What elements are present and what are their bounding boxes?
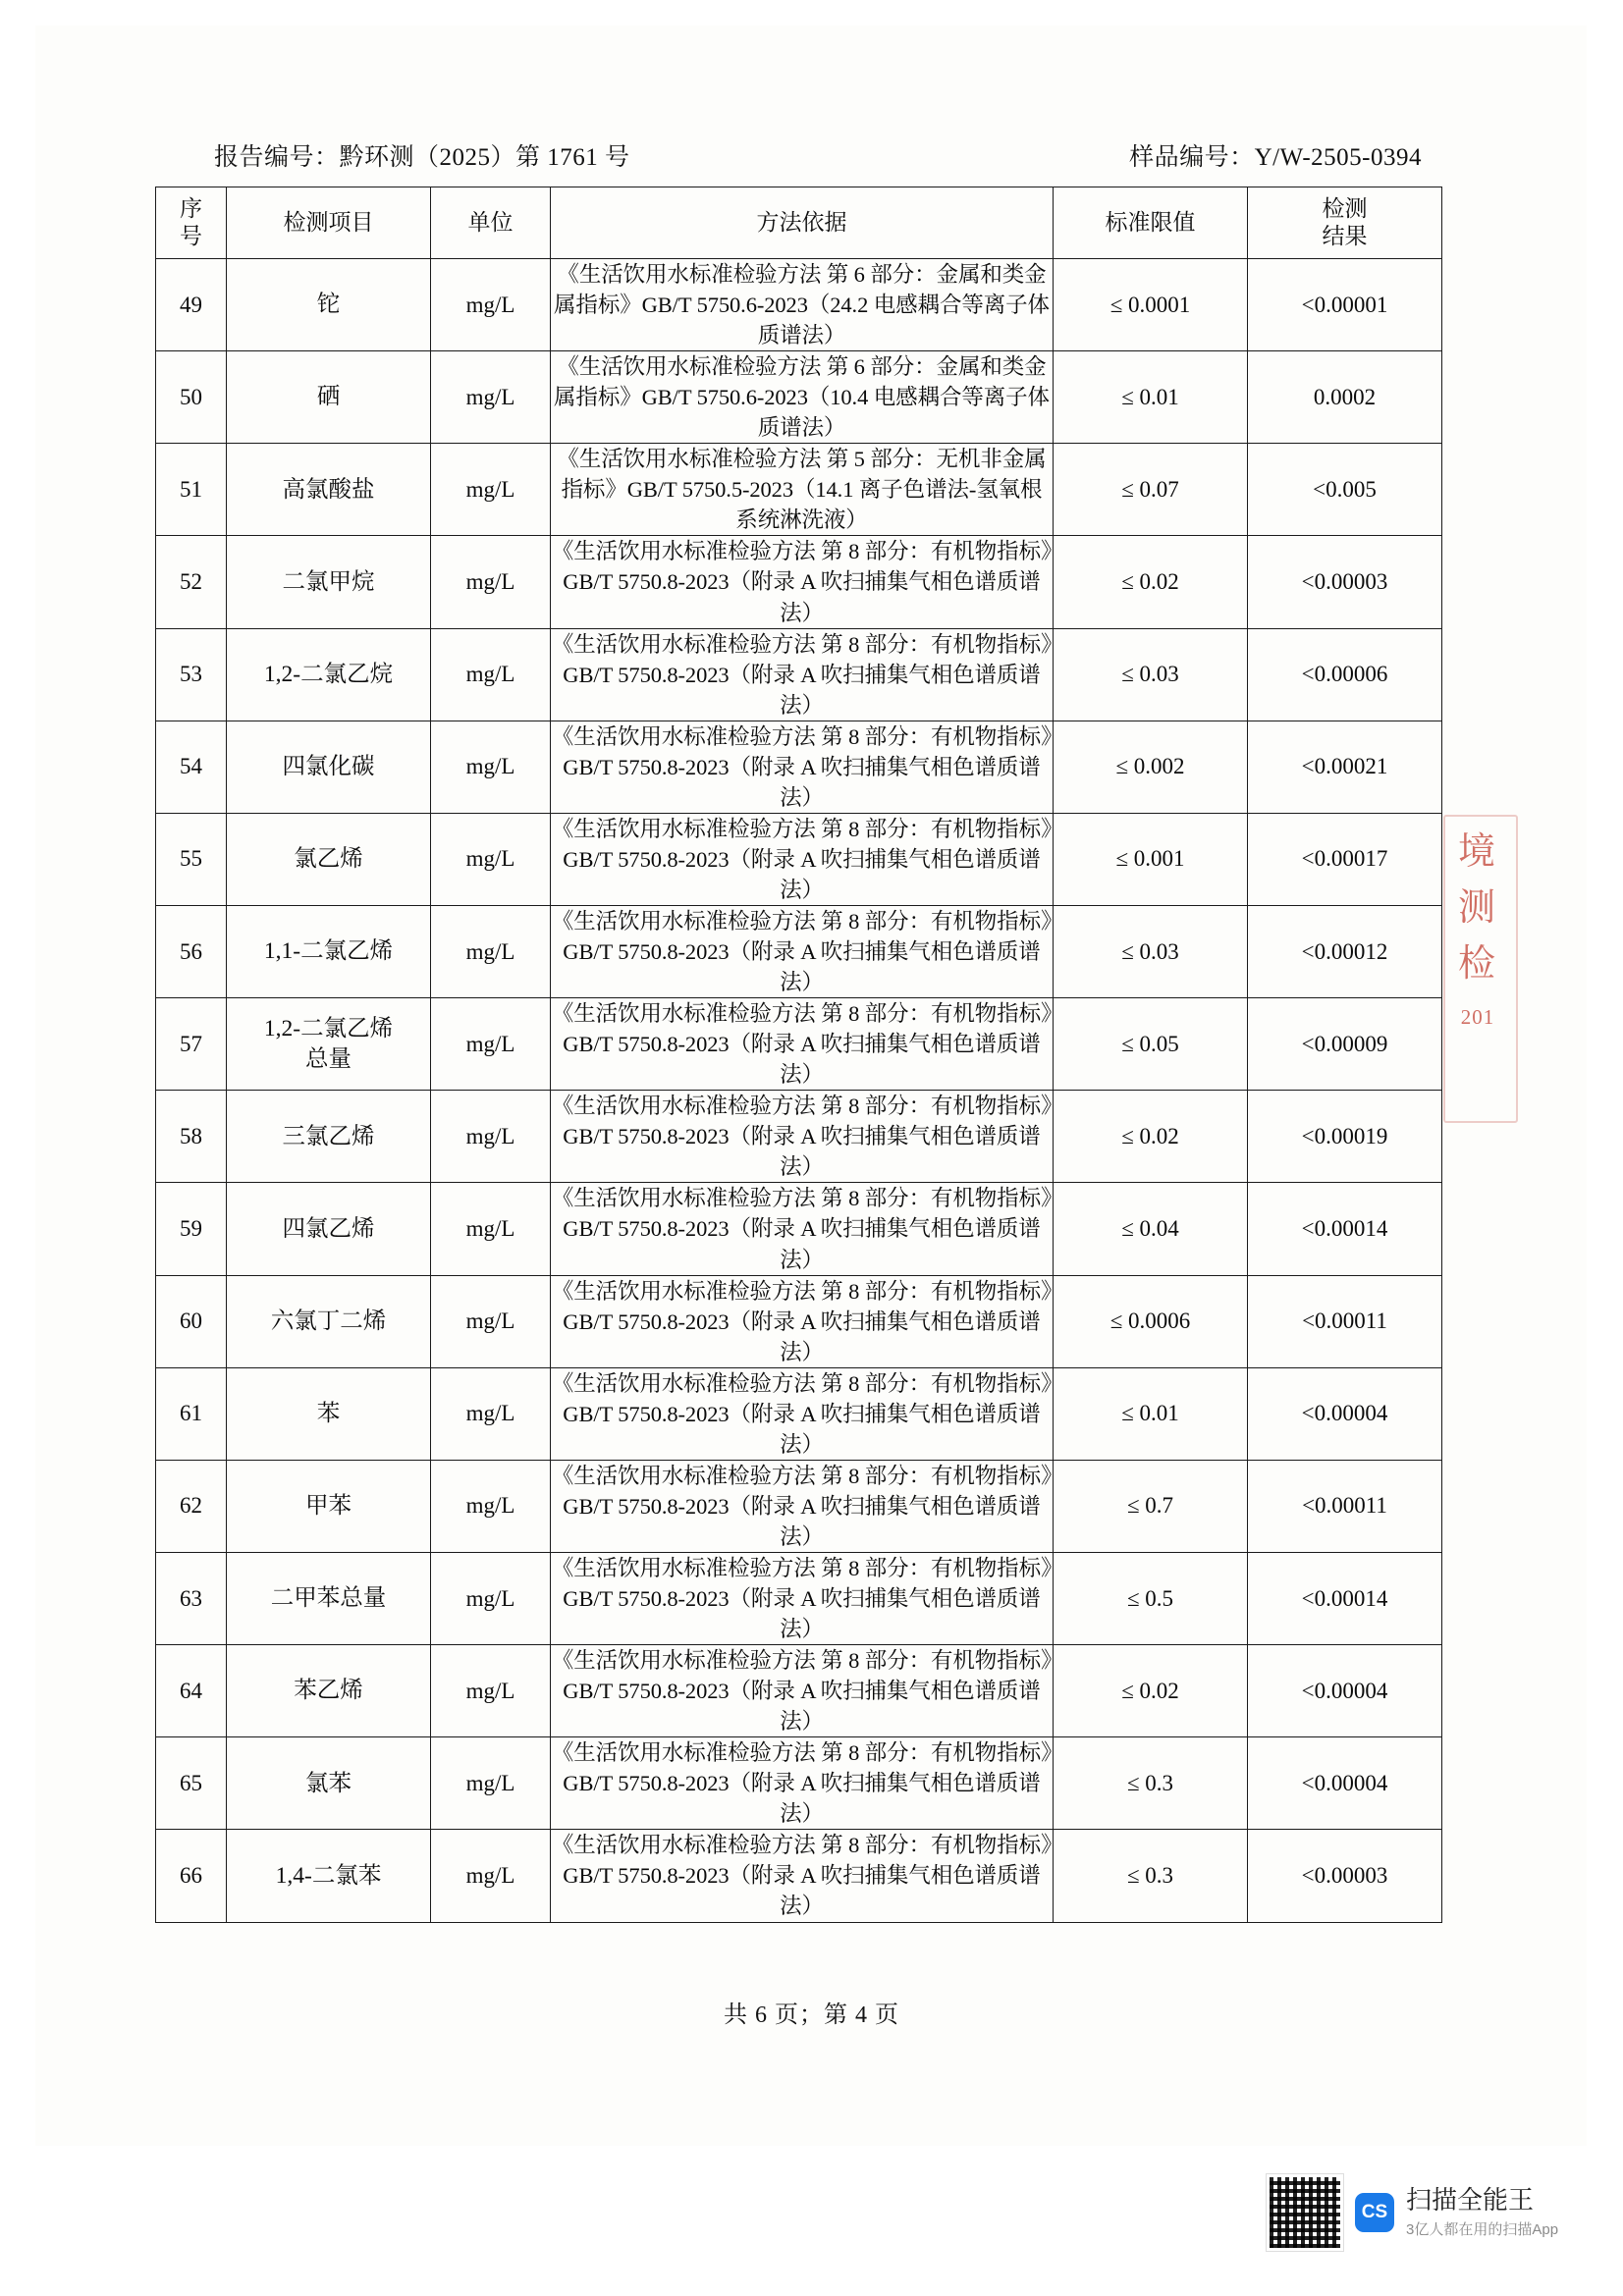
cell-limit: ≤ 0.07	[1054, 444, 1248, 536]
cell-item: 高氯酸盐	[227, 444, 431, 536]
table-row	[156, 628, 1442, 721]
cell-no: 62	[156, 1460, 227, 1552]
table-row	[156, 721, 1442, 813]
cell-result: <0.00011	[1248, 1460, 1442, 1552]
stamp-char-1: 境	[1457, 831, 1497, 873]
table-row	[156, 1091, 1442, 1183]
table-body	[156, 259, 1442, 1923]
cell-item: 苯	[227, 1367, 431, 1460]
cell-limit: ≤ 0.3	[1054, 1737, 1248, 1830]
cell-result: <0.00019	[1248, 1091, 1442, 1183]
cell-unit: mg/L	[431, 444, 551, 536]
col-header-result-line2: 结果	[1322, 224, 1368, 248]
table-row	[156, 905, 1442, 997]
cell-unit: mg/L	[431, 905, 551, 997]
cell-method: 《生活饮用水标准检验方法 第 8 部分：有机物指标》GB/T 5750.8-2023（附录 A 吹扫捕集气相色谱质谱法）	[551, 813, 1054, 905]
camscanner-title: 扫描全能王	[1406, 2184, 1535, 2215]
col-header-limit: 标准限值	[1054, 187, 1248, 259]
stamp-char-3: 检	[1457, 943, 1497, 985]
qr-code-icon	[1267, 2174, 1343, 2251]
cell-limit: ≤ 0.0006	[1054, 1275, 1248, 1367]
cell-unit: mg/L	[431, 536, 551, 628]
cell-method: 《生活饮用水标准检验方法 第 5 部分：无机非金属指标》GB/T 5750.5-2023（14.1 离子色谱法-氢氧根系统淋洗液）	[551, 444, 1054, 536]
col-header-method: 方法依据	[551, 187, 1054, 259]
cell-limit: ≤ 0.03	[1054, 628, 1248, 721]
cell-result: <0.00014	[1248, 1183, 1442, 1275]
cell-method: 《生活饮用水标准检验方法 第 8 部分：有机物指标》GB/T 5750.8-2023（附录 A 吹扫捕集气相色谱质谱法）	[551, 1737, 1054, 1830]
cell-item: 二甲苯总量	[227, 1552, 431, 1644]
cell-unit: mg/L	[431, 1830, 551, 1922]
cell-method: 《生活饮用水标准检验方法 第 6 部分：金属和类金属指标》GB/T 5750.6-2023（24.2 电感耦合等离子体质谱法）	[551, 259, 1054, 351]
table-row	[156, 1460, 1442, 1552]
cell-limit: ≤ 0.001	[1054, 813, 1248, 905]
cell-no: 58	[156, 1091, 227, 1183]
table-row	[156, 1275, 1442, 1367]
camscanner-watermark	[1267, 2174, 1558, 2251]
cell-limit: ≤ 0.01	[1054, 1367, 1248, 1460]
col-header-no-line2: 号	[180, 224, 202, 248]
table-row	[156, 1830, 1442, 1922]
cell-unit: mg/L	[431, 1737, 551, 1830]
cell-method: 《生活饮用水标准检验方法 第 8 部分：有机物指标》GB/T 5750.8-2023（附录 A 吹扫捕集气相色谱质谱法）	[551, 721, 1054, 813]
cell-no: 59	[156, 1183, 227, 1275]
cell-item: 1,4-二氯苯	[227, 1830, 431, 1922]
cell-unit: mg/L	[431, 1183, 551, 1275]
cell-no: 65	[156, 1737, 227, 1830]
sample-number: 样品编号：Y/W-2505-0394	[1129, 144, 1422, 171]
cell-limit: ≤ 0.02	[1054, 536, 1248, 628]
cell-no: 54	[156, 721, 227, 813]
cell-item: 铊	[227, 259, 431, 351]
cell-limit: ≤ 0.01	[1054, 351, 1248, 444]
cell-unit: mg/L	[431, 721, 551, 813]
cell-result: <0.005	[1248, 444, 1442, 536]
cell-no: 66	[156, 1830, 227, 1922]
cell-no: 55	[156, 813, 227, 905]
cell-no: 63	[156, 1552, 227, 1644]
cell-limit: ≤ 0.0001	[1054, 259, 1248, 351]
page-footer: 共 6 页；第 4 页	[724, 2002, 899, 2028]
cell-limit: ≤ 0.02	[1054, 1091, 1248, 1183]
cell-unit: mg/L	[431, 628, 551, 721]
cell-unit: mg/L	[431, 1645, 551, 1737]
cell-result: <0.00014	[1248, 1552, 1442, 1644]
table-row	[156, 1737, 1442, 1830]
table-row	[156, 998, 1442, 1091]
cell-limit: ≤ 0.02	[1054, 1645, 1248, 1737]
cell-limit: ≤ 0.5	[1054, 1552, 1248, 1644]
cell-result: <0.00021	[1248, 721, 1442, 813]
cell-no: 56	[156, 905, 227, 997]
cell-item: 四氯化碳	[227, 721, 431, 813]
document-header	[214, 137, 1422, 173]
cell-item: 氯苯	[227, 1737, 431, 1830]
official-stamp	[1445, 825, 1510, 1109]
camscanner-logo-icon: CS	[1355, 2193, 1394, 2232]
table-row	[156, 1367, 1442, 1460]
cell-no: 53	[156, 628, 227, 721]
cell-limit: ≤ 0.002	[1054, 721, 1248, 813]
report-number: 报告编号：黔环测（2025）第 1761 号	[214, 144, 630, 171]
cell-unit: mg/L	[431, 813, 551, 905]
table-row	[156, 1183, 1442, 1275]
cell-method: 《生活饮用水标准检验方法 第 8 部分：有机物指标》GB/T 5750.8-2023（附录 A 吹扫捕集气相色谱质谱法）	[551, 1183, 1054, 1275]
cell-method: 《生活饮用水标准检验方法 第 8 部分：有机物指标》GB/T 5750.8-2023（附录 A 吹扫捕集气相色谱质谱法）	[551, 1091, 1054, 1183]
cell-item: 二氯甲烷	[227, 536, 431, 628]
cell-item: 硒	[227, 351, 431, 444]
camscanner-subtitle: 3亿人都在用的扫描App	[1406, 2221, 1559, 2239]
table-row	[156, 813, 1442, 905]
cell-result: <0.00004	[1248, 1737, 1442, 1830]
cell-no: 64	[156, 1645, 227, 1737]
cell-no: 61	[156, 1367, 227, 1460]
cell-no: 57	[156, 998, 227, 1091]
cell-no: 50	[156, 351, 227, 444]
table-header-row	[156, 187, 1442, 259]
cell-item: 六氯丁二烯	[227, 1275, 431, 1367]
cell-no: 51	[156, 444, 227, 536]
cell-method: 《生活饮用水标准检验方法 第 8 部分：有机物指标》GB/T 5750.8-2023（附录 A 吹扫捕集气相色谱质谱法）	[551, 1552, 1054, 1644]
cell-result: <0.00004	[1248, 1367, 1442, 1460]
cell-result: <0.00009	[1248, 998, 1442, 1091]
col-header-no-line1: 序	[180, 196, 202, 222]
col-header-no	[156, 187, 227, 259]
cell-unit: mg/L	[431, 259, 551, 351]
cell-result: <0.00003	[1248, 536, 1442, 628]
cell-unit: mg/L	[431, 1091, 551, 1183]
table-row	[156, 536, 1442, 628]
cell-limit: ≤ 0.03	[1054, 905, 1248, 997]
col-header-result-line1: 检测	[1322, 196, 1368, 222]
cell-method: 《生活饮用水标准检验方法 第 8 部分：有机物指标》GB/T 5750.8-2023（附录 A 吹扫捕集气相色谱质谱法）	[551, 628, 1054, 721]
cell-limit: ≤ 0.7	[1054, 1460, 1248, 1552]
test-results-table	[155, 187, 1442, 1923]
table-header	[156, 187, 1442, 259]
cell-item: 1,2-二氯乙烷	[227, 628, 431, 721]
cell-method: 《生活饮用水标准检验方法 第 8 部分：有机物指标》GB/T 5750.8-2023（附录 A 吹扫捕集气相色谱质谱法）	[551, 536, 1054, 628]
cell-item: 三氯乙烯	[227, 1091, 431, 1183]
cell-method: 《生活饮用水标准检验方法 第 8 部分：有机物指标》GB/T 5750.8-2023（附录 A 吹扫捕集气相色谱质谱法）	[551, 1830, 1054, 1922]
cell-method: 《生活饮用水标准检验方法 第 6 部分：金属和类金属指标》GB/T 5750.6-2023（10.4 电感耦合等离子体质谱法）	[551, 351, 1054, 444]
table-row	[156, 1645, 1442, 1737]
cell-item: 1,1-二氯乙烯	[227, 905, 431, 997]
cell-item: 苯乙烯	[227, 1645, 431, 1737]
cell-method: 《生活饮用水标准检验方法 第 8 部分：有机物指标》GB/T 5750.8-2023（附录 A 吹扫捕集气相色谱质谱法）	[551, 1460, 1054, 1552]
cell-item: 氯乙烯	[227, 813, 431, 905]
cell-unit: mg/L	[431, 1460, 551, 1552]
cell-method: 《生活饮用水标准检验方法 第 8 部分：有机物指标》GB/T 5750.8-2023（附录 A 吹扫捕集气相色谱质谱法）	[551, 998, 1054, 1091]
cell-unit: mg/L	[431, 1367, 551, 1460]
cell-item: 四氯乙烯	[227, 1183, 431, 1275]
table-row	[156, 351, 1442, 444]
cell-limit: ≤ 0.3	[1054, 1830, 1248, 1922]
cell-method: 《生活饮用水标准检验方法 第 8 部分：有机物指标》GB/T 5750.8-2023（附录 A 吹扫捕集气相色谱质谱法）	[551, 1275, 1054, 1367]
stamp-char-2: 测	[1457, 887, 1497, 929]
cell-result: <0.00012	[1248, 905, 1442, 997]
cell-result: <0.00004	[1248, 1645, 1442, 1737]
cell-result: <0.00017	[1248, 813, 1442, 905]
cell-item: 1,2-二氯乙烯 总量	[227, 998, 431, 1091]
cell-limit: ≤ 0.05	[1054, 998, 1248, 1091]
cell-no: 49	[156, 259, 227, 351]
col-header-item: 检测项目	[227, 187, 431, 259]
cell-unit: mg/L	[431, 1275, 551, 1367]
stamp-number: 201	[1460, 1005, 1495, 1029]
cell-no: 60	[156, 1275, 227, 1367]
cell-result: <0.00003	[1248, 1830, 1442, 1922]
cell-no: 52	[156, 536, 227, 628]
cell-result: <0.00006	[1248, 628, 1442, 721]
cell-method: 《生活饮用水标准检验方法 第 8 部分：有机物指标》GB/T 5750.8-2023（附录 A 吹扫捕集气相色谱质谱法）	[551, 905, 1054, 997]
table-row	[156, 1552, 1442, 1644]
table-row	[156, 259, 1442, 351]
cell-method: 《生活饮用水标准检验方法 第 8 部分：有机物指标》GB/T 5750.8-2023（附录 A 吹扫捕集气相色谱质谱法）	[551, 1367, 1054, 1460]
cell-item: 甲苯	[227, 1460, 431, 1552]
cell-result: <0.00011	[1248, 1275, 1442, 1367]
cell-result: <0.00001	[1248, 259, 1442, 351]
col-header-unit: 单位	[431, 187, 551, 259]
table-row	[156, 444, 1442, 536]
cell-unit: mg/L	[431, 998, 551, 1091]
cell-method: 《生活饮用水标准检验方法 第 8 部分：有机物指标》GB/T 5750.8-2023（附录 A 吹扫捕集气相色谱质谱法）	[551, 1645, 1054, 1737]
cell-unit: mg/L	[431, 1552, 551, 1644]
cell-result: 0.0002	[1248, 351, 1442, 444]
cell-unit: mg/L	[431, 351, 551, 444]
cell-limit: ≤ 0.04	[1054, 1183, 1248, 1275]
col-header-result	[1248, 187, 1442, 259]
